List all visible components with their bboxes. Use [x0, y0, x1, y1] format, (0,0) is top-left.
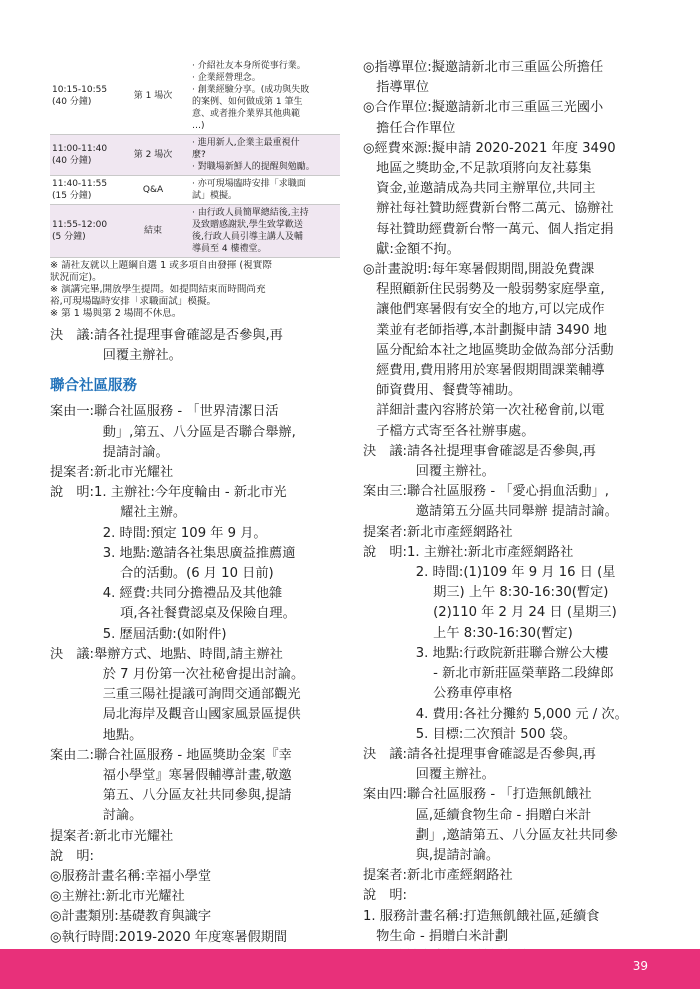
text-line: 2. 時間:預定 109 年 9 月。 [50, 525, 267, 541]
note-line: ※ 演講完畢,開放學生提問。如提問結束而時間尚充 [50, 284, 266, 295]
schedule-content-line: 的案例、如何做成第 1 筆生 [192, 97, 303, 107]
schedule-content [190, 58, 340, 135]
text-line: ◎合作單位:擬邀請新北市三重區三光國小 [363, 100, 604, 116]
text-line: ◎經費來源:擬申請 2020-2021 年度 3490 [363, 140, 616, 156]
text-line: 決 議:請各社提理事會確認是否參與,再 [363, 443, 596, 459]
text-line: 福小學堂』寒暑假輔導計畫,敬邀 [50, 768, 292, 784]
text-line: 3. 地點:邀請各社集思廣益推薦適 [50, 545, 296, 561]
text-line: 案由一:聯合社區服務 - 「世界清潔日活 [50, 404, 279, 420]
text-line: 5. 歷屆活動:(如附件) [50, 626, 227, 642]
text-line: ◎計畫類別:基礎教育與識字 [50, 909, 212, 925]
left-column [50, 58, 340, 948]
text-line: 合的活動。(6 月 10 日前) [50, 566, 274, 582]
text-line: 子檔方式寄至各社辦事處。 [363, 423, 535, 439]
schedule-part: 第 1 場次 [116, 58, 190, 135]
text-line: 資金,並邀請成為共同主辦單位,共同主 [363, 181, 596, 197]
schedule-row [50, 205, 340, 258]
schedule-content-line: …) [192, 121, 205, 131]
text-line: 說 明: [50, 848, 95, 864]
text-line: ◎主辦社:新北市光耀社 [50, 889, 185, 905]
text-line: 案由二:聯合社區服務 - 地區獎助金案『幸 [50, 747, 292, 763]
resolution-block [50, 326, 340, 366]
text-line: 上午 8:30-16:30(暫定) [363, 625, 573, 641]
section-title: 聯合社區服務 [50, 378, 137, 395]
schedule-time-line: (40 分鐘) [52, 156, 92, 166]
text-line: ◎指導單位:擬邀請新北市三重區公所擔任 [363, 60, 604, 75]
text-line: 說 明:1. 主辦社:新北市產經網路社 [363, 544, 574, 560]
text-line: 案由四:聯合社區服務 - 「打造無飢餓社 [363, 787, 592, 803]
note-line: 狀況而定)。 [50, 272, 102, 283]
schedule-content-line: · 由行政人員簡單總結後,主持 [192, 208, 309, 218]
text-line: 項,各社餐費認桌及保險自理。 [50, 606, 296, 622]
note-line: ※ 第 1 場與第 2 場間不休息。 [50, 308, 182, 319]
text-line: ◎服務計畫名稱:幸福小學堂 [50, 869, 212, 885]
schedule-time-line: (15 分鐘) [52, 191, 92, 201]
text-line: 三重三陽社提議可詢問交通部觀光 [50, 687, 301, 703]
schedule-content [190, 205, 340, 258]
text-line: 局北海岸及觀音山國家風景區提供 [50, 707, 301, 723]
text-line: 討論。 [50, 808, 143, 824]
schedule-time [50, 176, 116, 205]
text-line: 1. 服務計畫名稱:打造無飢餓社區,延續食 [363, 908, 600, 924]
text-line: 動」,第五、八分區是否聯合舉辦, [50, 424, 296, 440]
schedule-content-line: 麼? [192, 150, 206, 160]
text-line: 第五、八分區友社共同參與,提請 [50, 788, 292, 804]
schedule-content-line: · 亦可現場臨時安排「求職面 [192, 179, 306, 189]
schedule-row [50, 135, 340, 176]
schedule-content [190, 135, 340, 176]
left-body-text [50, 402, 340, 947]
schedule-notes [50, 260, 340, 320]
text-line: 地點。 [50, 727, 143, 743]
text-line: 4. 經費:共同分擔禮品及其他雜 [50, 586, 283, 602]
text-line: 提案者:新北市光耀社 [50, 828, 174, 844]
text-line: 詳細計畫內容將於第一次社秘會前,以電 [363, 403, 605, 419]
schedule-content-line: · 進用新人,企業主最重視什 [192, 138, 300, 148]
schedule-content [190, 176, 340, 205]
text-line: 邀請第五分區共同舉辦 提請討論。 [363, 504, 618, 520]
text-line: 擔任合作單位 [363, 120, 456, 136]
right-body-text [363, 58, 653, 987]
schedule-content-line: 試」模擬。 [192, 191, 238, 201]
schedule-time [50, 58, 116, 135]
schedule-part: 第 2 場次 [116, 135, 190, 176]
text-line: 師資費用、餐費等補助。 [363, 383, 522, 399]
resolution-line: 回覆主辦社。 [50, 348, 182, 364]
text-line: 區,延續食物生命 - 捐贈白米計 [363, 807, 592, 823]
schedule-time-line: 11:55-12:00 [52, 220, 108, 230]
text-line: ◎計畫說明:每年寒暑假期間,開設免費課 [363, 262, 595, 278]
text-line: 回覆主辦社。 [363, 464, 495, 480]
schedule-content-line: 意、或者推介業界其他典範 [192, 109, 301, 119]
text-line: 業並有老師指導,本計劃擬申請 3490 地 [363, 322, 607, 338]
text-line: 決 議:請各社提理事會確認是否參與,再 [363, 746, 596, 762]
note-line: 裕,可現場臨時安排「求職面試」模擬。 [50, 296, 217, 307]
text-line: 於 7 月份第一次社秘會提出討論。 [50, 667, 305, 683]
text-line: (2)110 年 2 月 24 日 (星期三) [363, 605, 617, 621]
text-line: 劃」,邀請第五、八分區友社共同參 [363, 827, 618, 843]
schedule-time [50, 135, 116, 176]
schedule-content-line: 及致贈感謝狀,學生致掌歡送 [192, 220, 303, 230]
text-line: 公務車停車格 [363, 686, 513, 702]
text-line: 提案者:新北市產經網路社 [363, 868, 513, 884]
schedule-time-line: 11:00-11:40 [52, 144, 108, 154]
schedule-content-line: 後,行政人員引導主講人及輔 [192, 232, 303, 242]
text-line: 每社贊助經費新台幣一萬元、個人指定捐 [363, 221, 614, 237]
note-line: ※ 請社友就以上題綱自選 1 或多項自由發揮 (視實際 [50, 260, 272, 271]
text-line: 3. 地點:行政院新莊聯合辦公大樓 [363, 645, 609, 661]
schedule-table [50, 58, 340, 258]
schedule-content-line: · 介紹社友本身所從事行業。 [192, 61, 306, 71]
schedule-row [50, 176, 340, 205]
schedule-time-line: 11:40-11:55 [52, 179, 108, 189]
resolution-line: 決 議:請各社提理事會確認是否參與,再 [50, 328, 283, 343]
schedule-content-line: · 企業經營理念。 [192, 73, 261, 83]
schedule-content-line: · 創業經驗分享。(成功與失敗 [192, 85, 310, 95]
schedule-part: 結束 [116, 205, 190, 258]
text-line: 回覆主辦社。 [363, 767, 495, 783]
text-line: ◎執行時間:2019-2020 年度寒暑假期間 [50, 929, 288, 945]
text-line: 提案者:新北市光耀社 [50, 465, 174, 481]
text-line: 程照顧新住民弱勢及一般弱勢家庭學童, [363, 282, 605, 298]
text-line: 提請討論。 [50, 444, 169, 460]
text-line: 物生命 - 捐贈白米計劃 [363, 928, 509, 944]
text-line: 區分配給本社之地區獎助金做為部分活動 [363, 342, 614, 358]
text-line: 讓他們寒暑假有安全的地方,可以完成作 [363, 302, 605, 318]
text-line: 說 明: [363, 888, 408, 904]
schedule-time-line: (5 分鐘) [52, 232, 86, 242]
schedule-time [50, 205, 116, 258]
text-line: 5. 目標:二次預計 500 袋。 [363, 726, 577, 742]
text-line: 與,提請討論。 [363, 847, 500, 863]
right-column [363, 58, 653, 987]
footer-bar [0, 949, 700, 989]
text-line: 2. 時間:(1)109 年 9 月 16 日 (星 [363, 565, 616, 581]
schedule-row [50, 58, 340, 135]
text-line: 耀社主辦。 [50, 505, 187, 521]
schedule-content-line: 導員至 4 樓禮堂。 [192, 244, 267, 254]
text-line: 獻:金額不拘。 [363, 241, 460, 257]
schedule-content-line: · 對職場新鮮人的提醒與勉勵。 [192, 162, 315, 172]
text-line: 辦社每社贊助經費新台幣二萬元、協辦社 [363, 201, 614, 217]
page-number: 39 [632, 959, 648, 973]
text-line: 經費用,費用將用於寒暑假期間課業輔導 [363, 363, 605, 379]
schedule-time-line: (40 分鐘) [52, 97, 92, 107]
text-line: - 新北市新莊區榮華路二段緯郎 [363, 666, 614, 682]
text-line: 期三) 上午 8:30-16:30(暫定) [363, 585, 609, 601]
text-line: 地區之獎助金,不足款項將向友社募集 [363, 161, 592, 177]
schedule-time-line: 10:15-10:55 [52, 85, 108, 95]
text-line: 說 明:1. 主辦社:今年度輪由 - 新北市光 [50, 485, 287, 501]
text-line: 案由三:聯合社區服務 - 「愛心捐血活動」, [363, 484, 609, 500]
schedule-part: Q&A [116, 176, 190, 205]
text-line: 決 議:舉辦方式、地點、時間,請主辦社 [50, 646, 283, 662]
text-line: 提案者:新北市產經網路社 [363, 524, 513, 540]
text-line: 4. 費用:各社分攤約 5,000 元 / 次。 [363, 706, 628, 722]
text-line: 指導單位 [363, 80, 429, 96]
